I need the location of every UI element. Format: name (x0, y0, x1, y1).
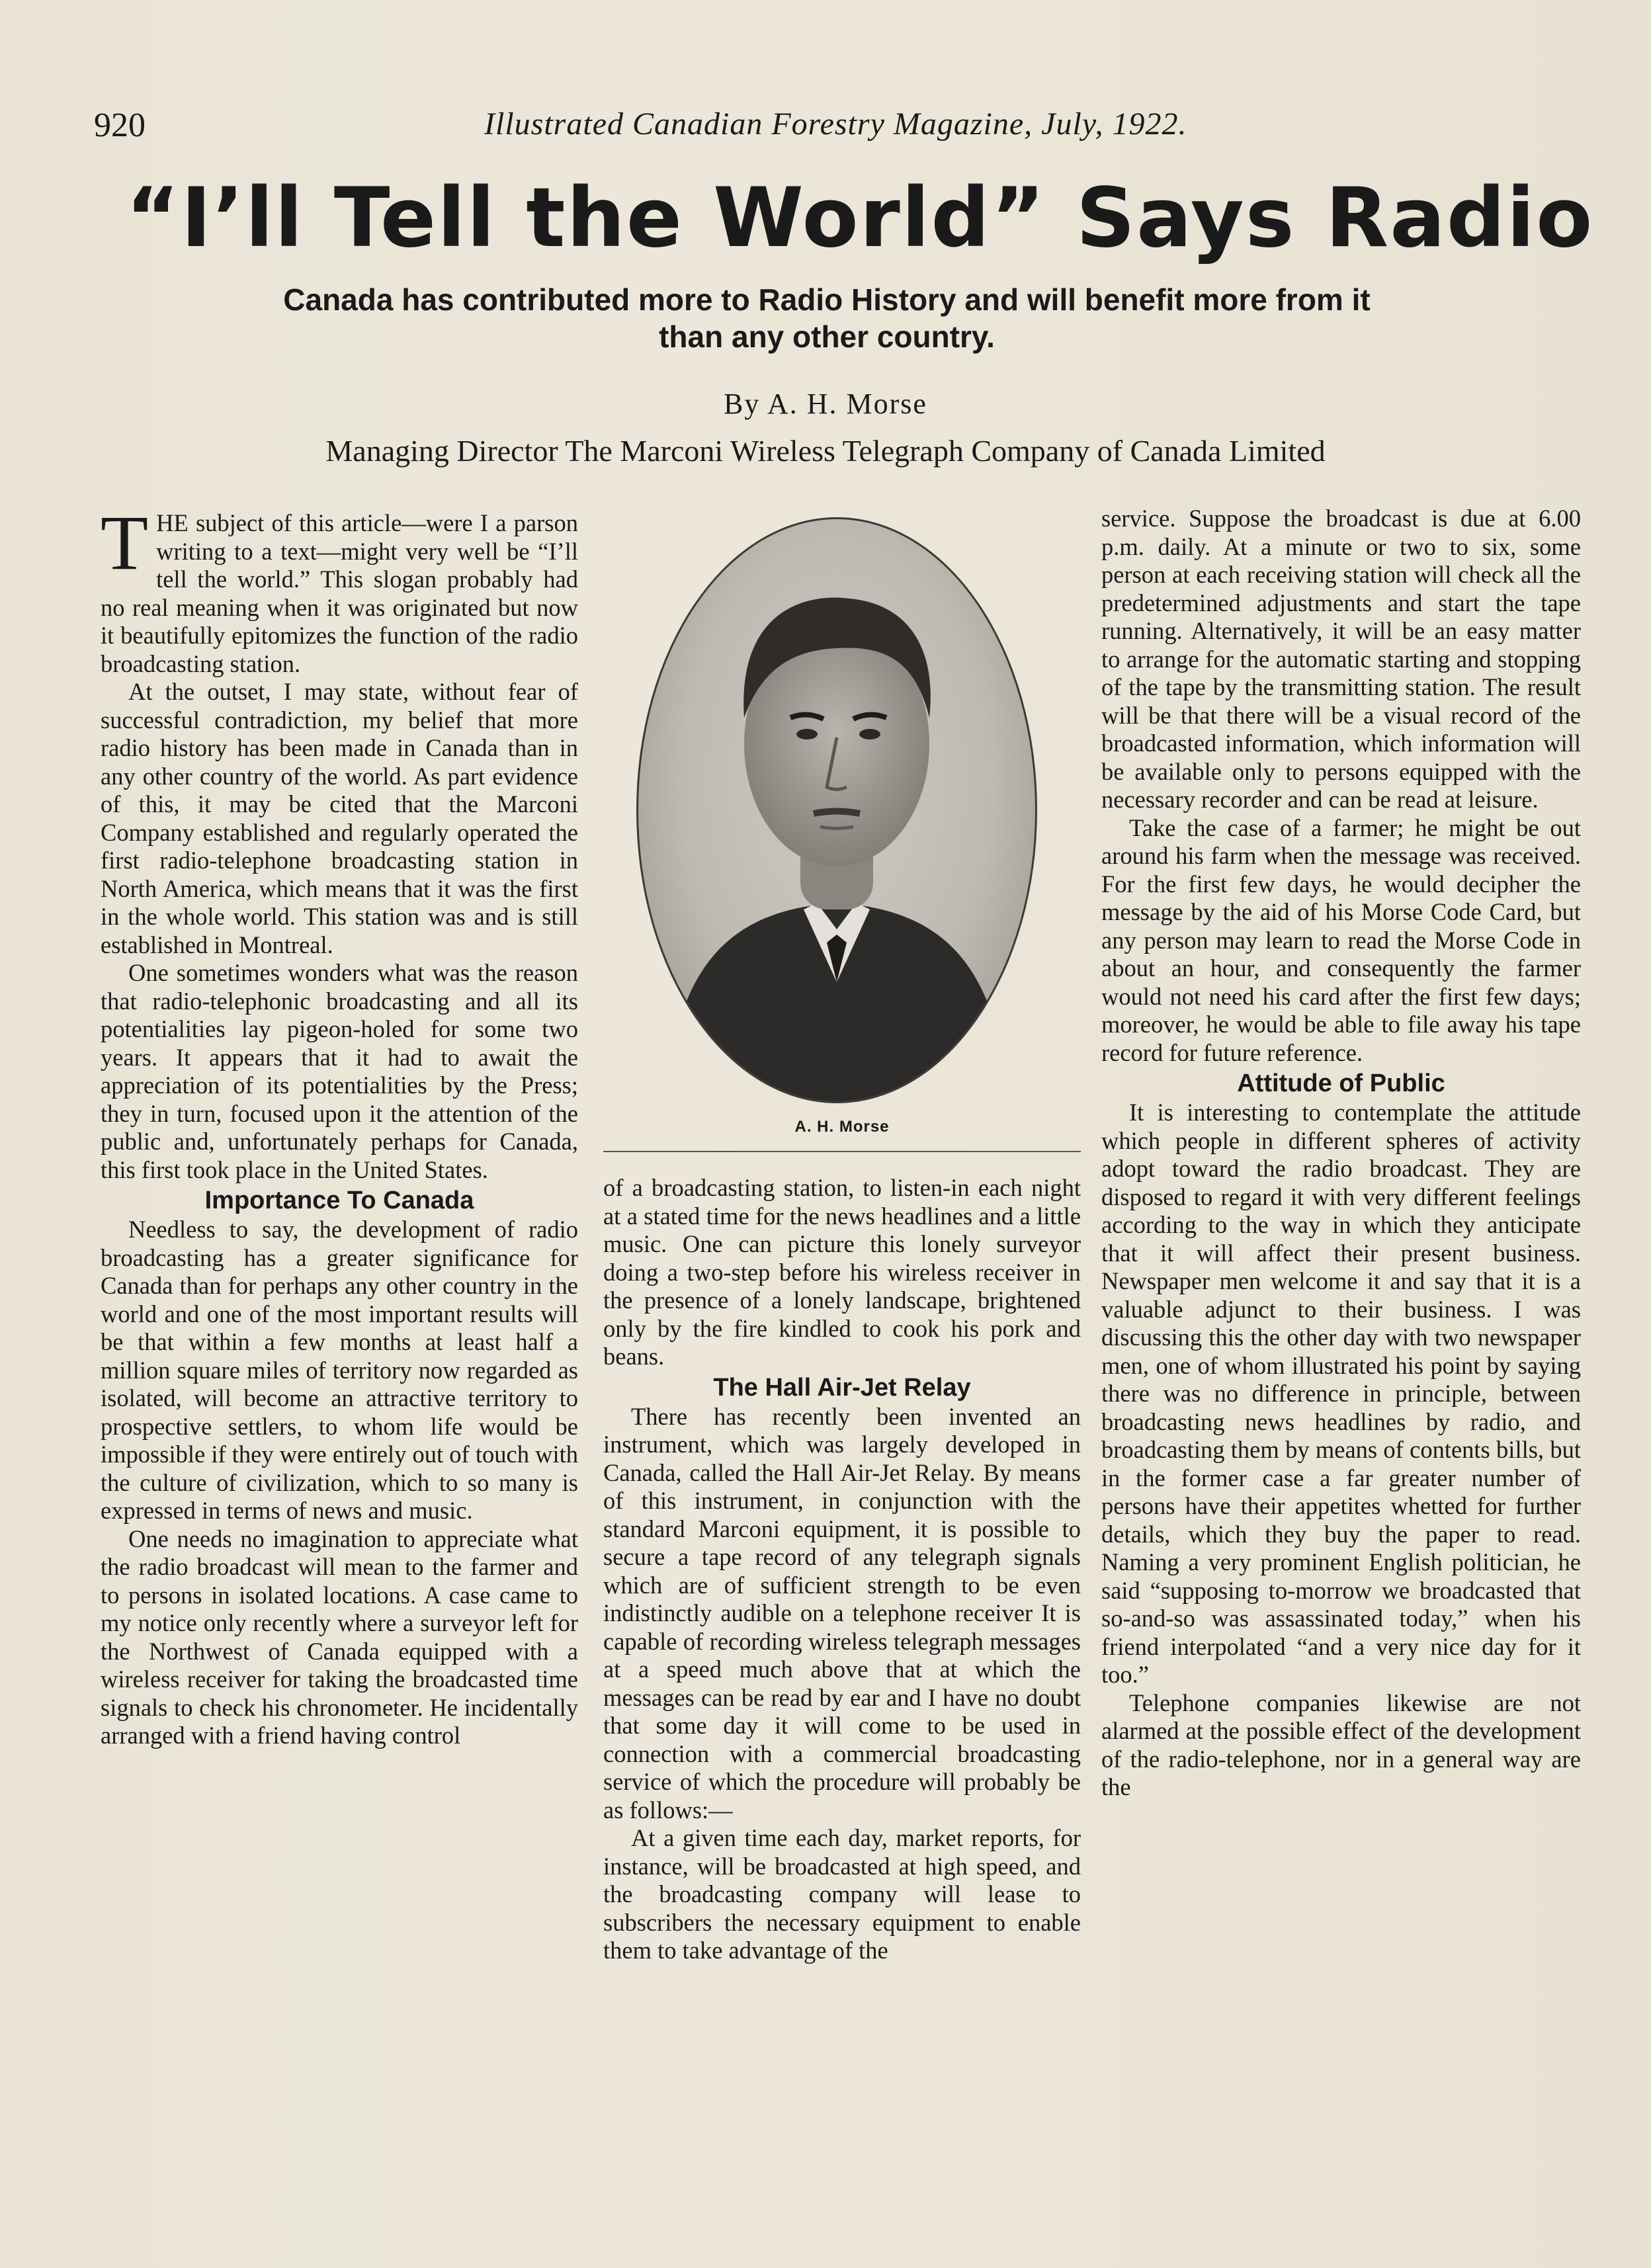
article-title: “I’ll Tell the World” Says Radio (126, 171, 1594, 266)
paragraph: service. Suppose the broadcast is due at 6.00 p.m. daily. At a minute or two to six, some person at each receiving station will check all the predetermined adjustments and start the tape running. Alternatively, it will be an easy matter to arrange for the automatic starting and stopping of the tape by the transmitting station. The result will be that there will be a visual record of the broadcasted information, which information will be available only to persons equipped with the necessary recorder and can be read at leisure. (1101, 505, 1581, 813)
column-3 (1101, 505, 1581, 1802)
drop-cap: T (101, 499, 149, 586)
paragraph: It is interesting to contemplate the attitude which people in different spheres of activity adopt toward the radio broadcast. They are disposed to regard it with very different feelings according to the way in which they anticipate that it will affect their present business. Newspaper men welcome it and say that it is a valuable adjunct to their business. I was discussing this the other day with two newspaper men, one of whom illustrated his point by saying there was no difference in principle, between broadcasting news headlines by radio, and broadcasting them by means of contents bills, but in the former case a far greater number of persons have their appetites whetted for further details, which they buy the paper to read. Naming a very prominent English politician, he said “supposing to-morrow we broadcasted that so-and-so was assassinated today,” when his friend interpolated “and a very nice day for it too.” (1101, 1099, 1581, 1688)
paragraph: Telephone companies likewise are not alarmed at the possible effect of the development of the radio-telephone, nor in a general way are the (1101, 1689, 1581, 1800)
column-1 (101, 499, 578, 1750)
section-heading: Attitude of Public (1237, 1070, 1445, 1097)
paragraph-text: HE subject of this article—were I a parson writing to a text—might very well be “I’ll tell the world.” This slogan probably had no real meaning when it was originated but now it beautifully epitomizes the function of the radio broadcasting station. (101, 509, 578, 677)
page-header (94, 106, 1552, 152)
article-subtitle (165, 281, 1488, 355)
column-2 (603, 1174, 1081, 1965)
caption-rule (603, 1151, 1081, 1152)
paragraph: Take the case of a farmer; he might be out around his farm when the message was received. For the first few days, he would decipher the message by the aid of his Morse Code Card, but any person may learn to read the Morse Code in about an hour, and consequently the farmer would not need his card after the first few days; moreover, he would be able to file away his tape record for future reference. (1101, 814, 1581, 1066)
section-heading: The Hall Air-Jet Relay (713, 1373, 971, 1402)
paragraph: There has recently been invented an instrument, which was largely developed in Canada, called the Hall Air-Jet Relay. By means of this instrument, in conjunction with the standard Marconi equipment, it is possible to secure a tape record of any telegraph signals which are of sufficient strength to be even indistinctly audible on a telephone receiver It is capable of recording wireless telegraph messages at a speed much above that at which the messages can be read by ear and I have no doubt that some day it will come to be used in connection with a commercial broadcasting service of which the procedure will probably be as follows:— (603, 1402, 1081, 1824)
running-head: Illustrated Canadian Forestry Magazine, July, 1922. (484, 106, 1187, 142)
byline: By A. H. Morse (724, 388, 927, 420)
paragraph: At a given time each day, market reports, for instance, will be broadcasted at high speed, and the broadcasting company will lease to subscribers the necessary equipment to enable them to take advantage of the (603, 1824, 1081, 1964)
subtitle-line: Canada has contributed more to Radio History and will benefit more from it (283, 282, 1371, 317)
paragraph (101, 499, 578, 678)
portrait-figure (603, 509, 1081, 1157)
portrait-photo (636, 517, 1037, 1103)
paragraph: At the outset, I may state, without fear of successful contradiction, my belief that more radio history has been made in Canada than in any other country of the world. As part evidence of this, it may be cited that the Marconi Company established and regularly operated the first radio-telephone broadcasting station in North America, which means that it was the first in the whole world. This station was and is still established in Montreal. (101, 678, 578, 958)
portrait-illustration (638, 519, 1035, 1101)
paragraph: Needless to say, the development of radio broadcasting has a greater significance for Canada than for perhaps any other country in the world and one of the most important results will be that within a few months at least half a million square miles of territory now regarded as isolated, will become an attractive territory to prospective settlers, to whom life would be impossible if they were entirely out of touch with the culture of civilization, which to so many is expressed in terms of news and music. (101, 1216, 578, 1524)
paragraph: One needs no imagination to appreciate what the radio broadcast will mean to the farmer and to persons in isolated locations. A case came to my notice only recently where a surveyor left for the Northwest of Canada equipped with a wireless receiver for taking the broadcasted time signals to check his chronometer. He incidentally arranged with a friend having control (101, 1525, 578, 1749)
page-number: 920 (94, 106, 146, 144)
section-heading: Importance To Canada (204, 1187, 474, 1214)
photo-caption: A. H. Morse (794, 1118, 890, 1136)
byline-role: Managing Director The Marconi Wireless Telegraph Company of Canada Limited (325, 434, 1326, 468)
subtitle-line: than any other country. (659, 319, 995, 354)
paragraph: of a broadcasting station, to listen-in each night at a stated time for the news headlines and a little music. One can picture this lonely surveyor doing a two-step before his wireless receiver in the presence of a lonely landscape, brightened only by the fire kindled to cook his pork and beans. (603, 1174, 1081, 1370)
paragraph: One sometimes wonders what was the reason that radio-telephonic broadcasting and all its potentialities lay pigeon-holed for some two years. It appears that it had to await the appreciation of its potentialities by the Press; they in turn, focused upon it the attention of the public and, unfortunately perhaps for Canada, this first took place in the United States. (101, 959, 578, 1183)
